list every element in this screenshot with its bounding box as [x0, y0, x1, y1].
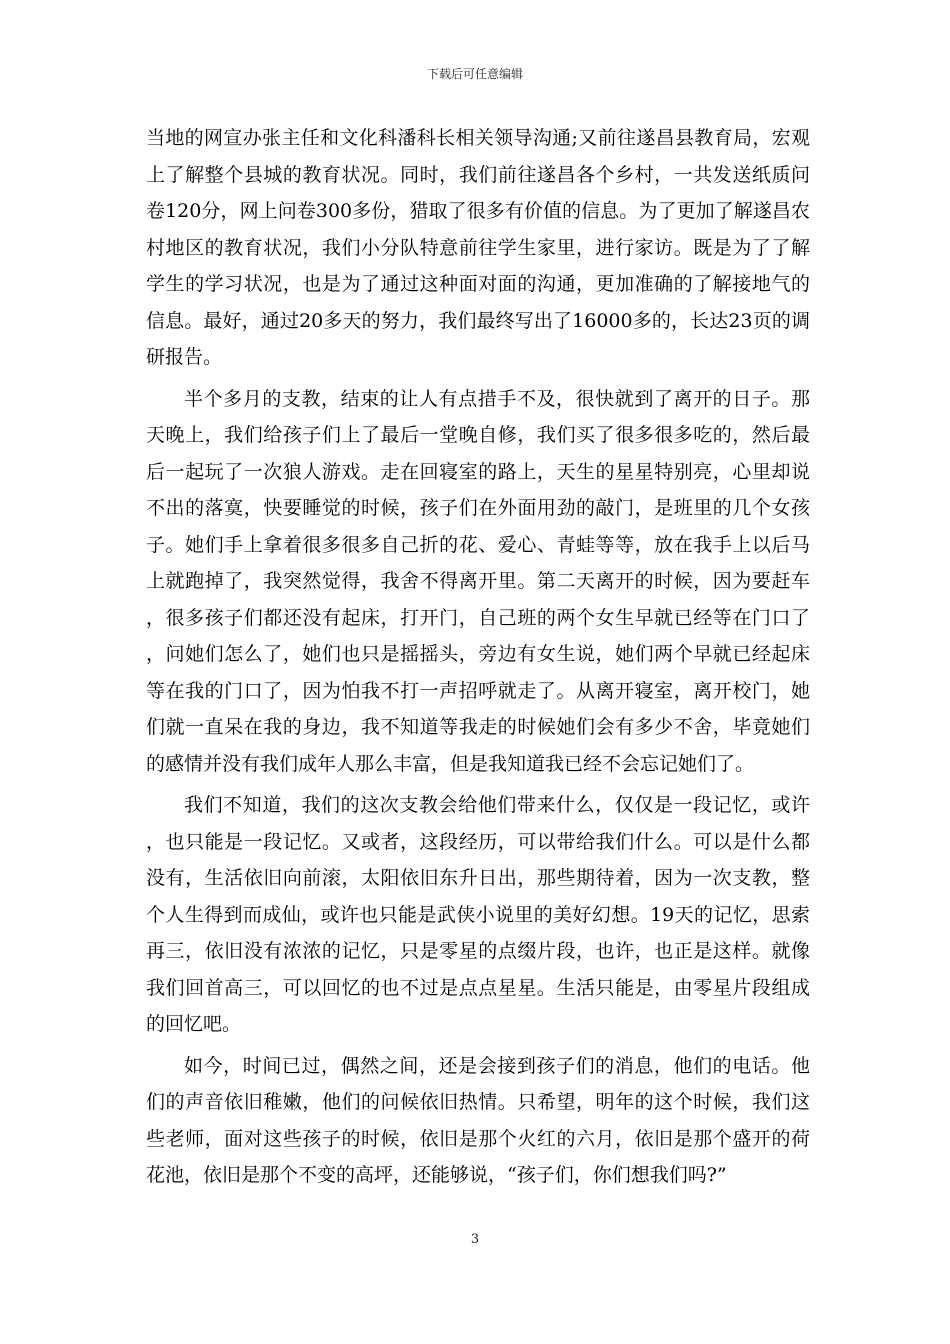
- paragraph-reflection: 我们不知道，我们的这次支教会给他们带来什么，仅仅是一段记忆，或许，也只能是一段记忆。又或者，这段经历，可以带给我们什么。可以是什么都没有，生活依旧向前滚，太阳依旧东升日出，那些期待着，因为一次支教，整个人生得到而成仙，或许也只能是武侠小说里的美好幻想。19天的记忆，思索再三，依旧没有浓浓的记忆，只是零星的点缀片段，也许，也正是这样。就像我们回首高三，可以回忆的也不过是点点星星。生活只能是，由零星片段组成的回忆吧。: [146, 794, 810, 1035]
- document-body: [146, 120, 810, 1199]
- page-number: 3: [470, 1232, 480, 1247]
- page-header: 下载后可任意编辑: [426, 67, 523, 81]
- paragraph-closing: 如今，时间已过，偶然之间，还是会接到孩子们的消息，他们的电话。他们的声音依旧稚嫩，他们的问候依旧热情。只希望，明年的这个时候，我们这些老师，面对这些孩子的时候，依旧是那个火红的六月，依旧是那个盛开的荷花池，依旧是那个不变的高坪，还能够说，“孩子们，你们想我们吗?”: [146, 1054, 810, 1186]
- paragraph-farewell: 半个多月的支教，结束的让人有点措手不及，很快就到了离开的日子。那天晚上，我们给孩子们上了最后一堂晚自修，我们买了很多很多吃的，然后最后一起玩了一次狼人游戏。走在回寝室的路上，天生的星星特别亮，心里却说不出的落寞，快要睡觉的时候，孩子们在外面用劲的敲门，是班里的几个女孩子。她们手上拿着很多很多自己折的花、爱心、青蛙等等，放在我手上以后马上就跑掉了，我突然觉得，我舍不得离开里。第二天离开的时候，因为要赶车，很多孩子们都还没有起床，打开门，自己班的两个女生早就已经等在门口了，问她们怎么了，她们也只是摇摇头，旁边有女生说，她们两个早就已经起床等在我的门口了，因为怕我不打一声招呼就走了。从离开寝室，离开校门，她们就一直呆在我的身边，我不知道等我走的时候她们会有多少不舍，毕竟她们的感情并没有我们成年人那么丰富，但是我知道我已经不会忘记她们了。: [146, 387, 810, 775]
- paragraph-continued: 当地的网宣办张主任和文化科潘科长相关领导沟通;又前往遂昌县教育局，宏观上了解整个县城的教育状况。同时，我们前往遂昌各个乡村，一共发送纸质问卷120分，网上问卷300多份，猎取了很多有价值的信息。为了更加了解遂昌农村地区的教育状况，我们小分队特意前往学生家里，进行家访。既是为了了解学生的学习状况，也是为了通过这种面对面的沟通，更加准确的了解接地气的信息。最好，通过20多天的努力，我们最终写出了16000多的，长达23页的调研报告。: [146, 127, 810, 368]
